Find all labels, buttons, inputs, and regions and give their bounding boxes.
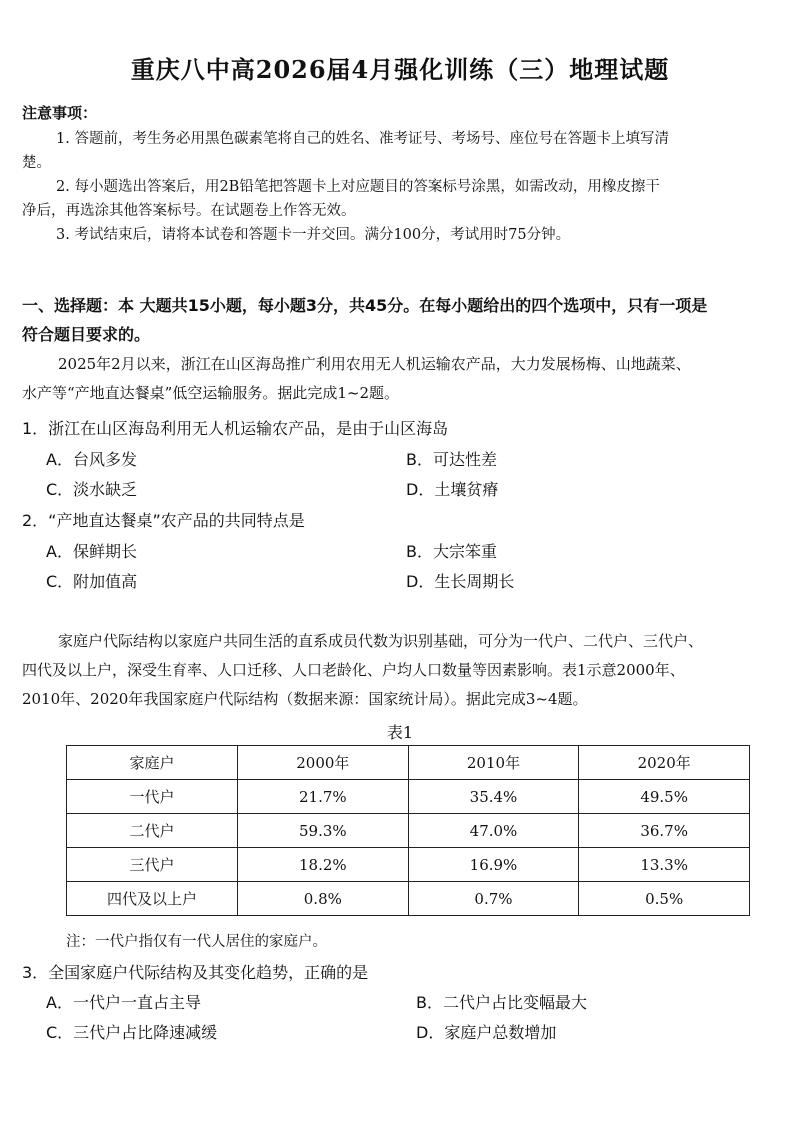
table-caption: 表1 bbox=[386, 723, 414, 742]
table-header-cell: 家庭户 bbox=[67, 746, 238, 780]
q2-option-a: A．保鲜期长 bbox=[46, 542, 137, 561]
table-cell: 16.9% bbox=[408, 848, 579, 882]
notice-line: 1. 答题前，考生务必用黑色碳素笔将自己的姓名、准考证号、考场号、座位号在答题卡上填写清 bbox=[56, 131, 669, 147]
table-cell: 21.7% bbox=[238, 780, 409, 814]
q1-option-a: A．台风多发 bbox=[46, 450, 137, 469]
table-row bbox=[67, 882, 750, 916]
table-cell: 35.4% bbox=[408, 780, 579, 814]
q3-option-b: B．二代户占比变幅最大 bbox=[416, 993, 587, 1012]
q1-option-b: B．可达性差 bbox=[406, 450, 497, 469]
q1-option-d: D．土壤贫瘠 bbox=[406, 480, 499, 499]
table-cell: 18.2% bbox=[238, 848, 409, 882]
passage-text: 2010年、2020年我国家庭户代际结构（数据来源：国家统计局）。据此完成3~4题。 bbox=[22, 690, 588, 708]
notice-line: 3. 考试结束后，请将本试卷和答题卡一并交回。满分100分，考试用时75分钟。 bbox=[56, 227, 571, 243]
question-1-stem: 1．浙江在山区海岛利用无人机运输农产品，是由于山区海岛 bbox=[22, 419, 449, 438]
table-cell: 36.7% bbox=[579, 814, 750, 848]
passage-text: 2025年2月以来，浙江在山区海岛推广利用农用无人机运输农产品，大力发展杨梅、山地蔬菜、 bbox=[58, 355, 691, 373]
q2-option-d: D．生长周期长 bbox=[406, 572, 515, 591]
table-cell: 49.5% bbox=[579, 780, 750, 814]
table-cell: 一代户 bbox=[67, 780, 238, 814]
table-header-cell: 2020年 bbox=[579, 746, 750, 780]
household-structure-table bbox=[66, 745, 750, 916]
table-row bbox=[67, 780, 750, 814]
page-title: 重庆八中高2026届4月强化训练（三）地理试题 bbox=[130, 55, 670, 84]
q2-option-c: C．附加值高 bbox=[46, 572, 138, 591]
notice-line: 楚。 bbox=[22, 155, 51, 171]
table-cell: 59.3% bbox=[238, 814, 409, 848]
table-cell: 二代户 bbox=[67, 814, 238, 848]
passage-text: 四代及以上户，深受生育率、人口迁移、人口老龄化、户均人口数量等因素影响。表1示意2000年、 bbox=[22, 661, 685, 679]
table-header-cell: 2000年 bbox=[238, 746, 409, 780]
section-heading-cont: 符合题目要求的。 bbox=[22, 325, 151, 344]
question-3-stem: 3．全国家庭户代际结构及其变化趋势，正确的是 bbox=[22, 963, 369, 982]
q3-option-d: D．家庭户总数增加 bbox=[416, 1023, 557, 1042]
table-header-row bbox=[67, 746, 750, 780]
q1-option-c: C．淡水缺乏 bbox=[46, 480, 138, 499]
table-note: 注：一代户指仅有一代人居住的家庭户。 bbox=[66, 934, 327, 950]
table-cell: 0.7% bbox=[408, 882, 579, 916]
passage-text: 家庭户代际结构以家庭户共同生活的直系成员代数为识别基础，可分为一代户、二代户、三代户、 bbox=[58, 632, 704, 650]
q3-option-c: C．三代户占比降速减缓 bbox=[46, 1023, 218, 1042]
q2-option-b: B．大宗笨重 bbox=[406, 542, 497, 561]
notice-line: 净后，再选涂其他答案标号。在试题卷上作答无效。 bbox=[22, 203, 356, 219]
section-heading: 一、选择题：本 大题共15小题，每小题3分，共45分。在每小题给出的四个选项中，只有一项是 bbox=[22, 296, 708, 315]
table-cell: 四代及以上户 bbox=[67, 882, 238, 916]
passage-text: 水产等“产地直达餐桌”低空运输服务。据此完成1~2题。 bbox=[22, 384, 399, 402]
q3-option-a: A．一代户一直占主导 bbox=[46, 993, 201, 1012]
table-header-cell: 2010年 bbox=[408, 746, 579, 780]
table-cell: 三代户 bbox=[67, 848, 238, 882]
notice-line: 2. 每小题选出答案后，用2B铅笔把答题卡上对应题目的答案标号涂黑，如需改动，用橡皮擦干 bbox=[56, 179, 660, 195]
table-cell: 13.3% bbox=[579, 848, 750, 882]
table-row bbox=[67, 814, 750, 848]
table-row bbox=[67, 848, 750, 882]
table-cell: 47.0% bbox=[408, 814, 579, 848]
table-cell: 0.5% bbox=[579, 882, 750, 916]
notice-heading: 注意事项： bbox=[22, 104, 98, 122]
table-cell: 0.8% bbox=[238, 882, 409, 916]
question-2-stem: 2．“产地直达餐桌”农产品的共同特点是 bbox=[22, 511, 305, 530]
